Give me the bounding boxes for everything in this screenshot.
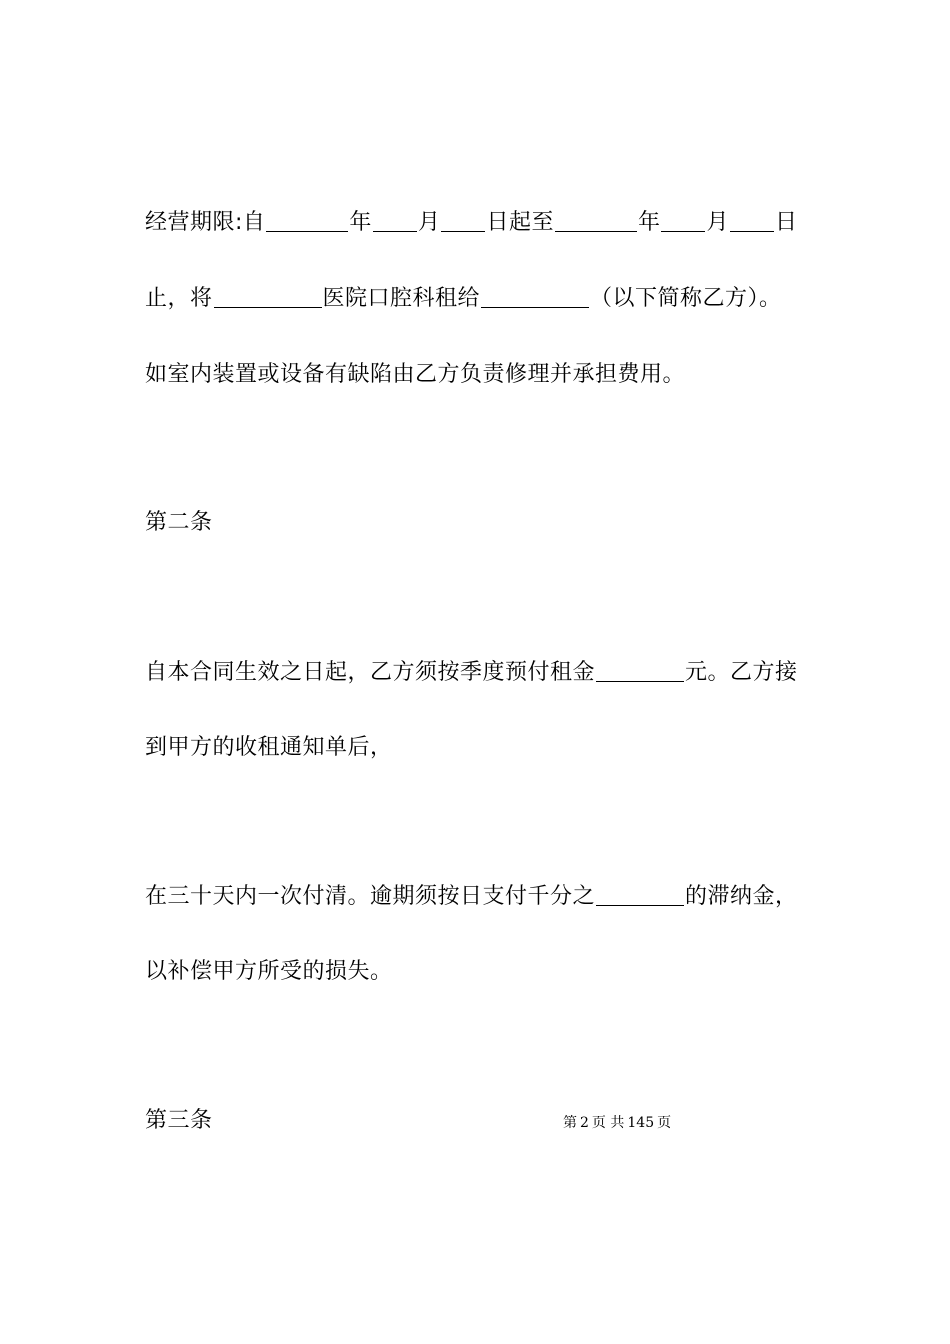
blank-end-year xyxy=(555,209,637,232)
blank-rent-amount xyxy=(596,659,684,682)
text-segment: 在三十天内一次付清。逾期须按日支付千分之 xyxy=(145,884,596,909)
page-number-footer xyxy=(563,1113,674,1133)
text-segment: 年 xyxy=(637,210,661,235)
text-segment: 月 xyxy=(417,210,441,235)
rent-notice-line: 到甲方的收租通知单后， xyxy=(145,735,393,760)
blank-start-year xyxy=(266,209,348,232)
text-segment: 元。乙方接 xyxy=(685,660,798,685)
footer-total-pages: 145 xyxy=(627,1115,655,1131)
lessor-lessee-line xyxy=(145,284,782,314)
article-3-heading: 第三条 xyxy=(145,1108,213,1133)
footer-suffix: 页 xyxy=(657,1115,672,1131)
blank-lessor xyxy=(214,285,322,308)
rent-prepay-line xyxy=(145,658,798,688)
blank-end-month xyxy=(661,209,705,232)
text-segment: 的滞纳金， xyxy=(685,884,798,909)
text-segment: 自本合同生效之日起，乙方须按季度预付租金 xyxy=(145,660,596,685)
text-segment: 月 xyxy=(706,210,729,235)
blank-lessee xyxy=(481,285,589,308)
text-segment: 止，将 xyxy=(145,286,213,311)
footer-current-page: 2 xyxy=(580,1115,589,1131)
text-segment: 年 xyxy=(349,210,372,235)
blank-start-day xyxy=(441,209,485,232)
footer-prefix: 第 xyxy=(563,1115,577,1131)
text-segment: 医院口腔科租给 xyxy=(322,286,481,311)
late-fee-line xyxy=(145,882,798,912)
blank-start-month xyxy=(373,209,417,232)
compensation-line: 以补偿甲方所受的损失。 xyxy=(145,959,393,984)
repair-clause-line: 如室内装置或设备有缺陷由乙方负责修理并承担费用。 xyxy=(145,362,686,387)
text-segment: 日 xyxy=(775,210,798,235)
article-2-heading: 第二条 xyxy=(145,510,213,535)
text-segment: （以下简称乙方）。 xyxy=(590,286,782,311)
footer-mid: 页 共 xyxy=(591,1115,625,1131)
lease-term-line xyxy=(145,208,798,238)
text-segment: 经营期限:自 xyxy=(145,210,266,235)
text-segment: 日起至 xyxy=(486,210,554,235)
blank-end-day xyxy=(730,209,774,232)
blank-late-fee-rate xyxy=(596,883,684,906)
